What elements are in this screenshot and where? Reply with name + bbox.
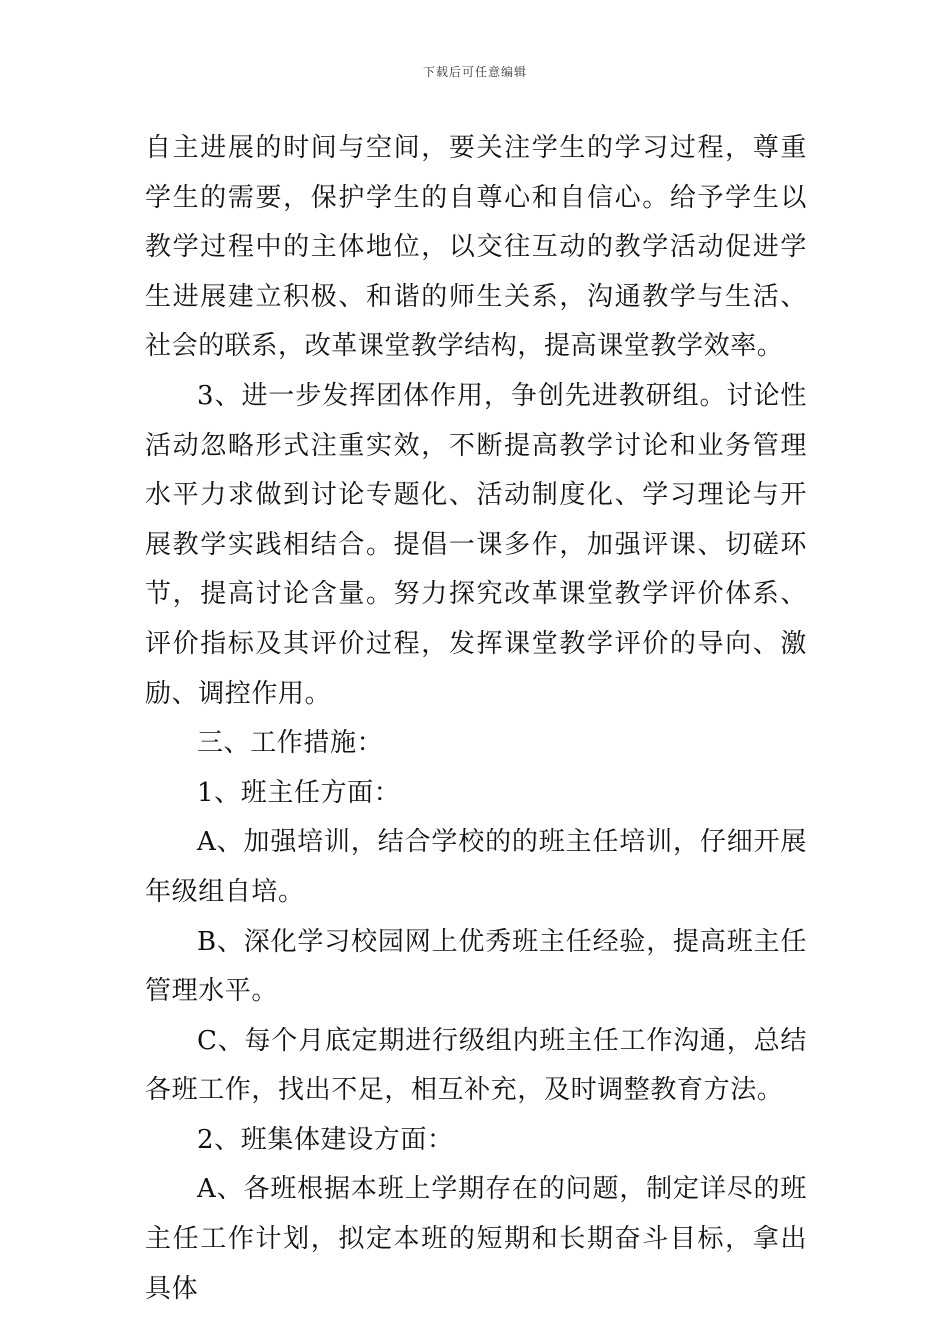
page-header: 下载后可任意编辑: [422, 65, 527, 79]
subheading-head-teacher: 1、班主任方面：: [197, 777, 401, 808]
paragraph-1: 自主进展的时间与空间，要关注学生的学习过程，尊重学生的需要，保护学生的自尊心和自信心。给予学生以教学过程中的主体地位，以交往互动的教学活动促进学生进展建立积极、和谐的师生关系，沟通教学与生活、社会的联系，改革课堂教学结构，提高课堂教学效率。: [145, 133, 807, 362]
item-b-learning: B、深化学习校园网上优秀班主任经验，提高班主任管理水平。: [145, 926, 807, 1007]
item-c-communication: C、每个月底定期进行级组内班主任工作沟通，总结各班工作，找出不足，相互补充，及时调整教育方法。: [145, 1025, 807, 1106]
item-a-class-plan: A、各班根据本班上学期存在的问题，制定详尽的班主任工作计划，拟定本班的短期和长期奋斗目标，拿出具体: [145, 1174, 807, 1304]
document-body: [145, 124, 807, 1314]
section-heading-measures: 三、工作措施：: [197, 728, 384, 759]
item-a-training: A、加强培训，结合学校的的班主任培训，仔细开展年级组自培。: [145, 827, 807, 907]
paragraph-2: 3、进一步发挥团体作用，争创先进教研组。讨论性活动忽略形式注重实效，不断提高教学讨论和业务管理水平力求做到讨论专题化、活动制度化、学习理论与开展教学实践相结合。提倡一课多作，加强评课、切磋环节，提高讨论含量。努力探究改革课堂教学评价体系、评价指标及其评价过程，发挥课堂教学评价的导向、激励、调控作用。: [145, 380, 807, 709]
subheading-class-building: 2、班集体建设方面：: [197, 1124, 454, 1155]
